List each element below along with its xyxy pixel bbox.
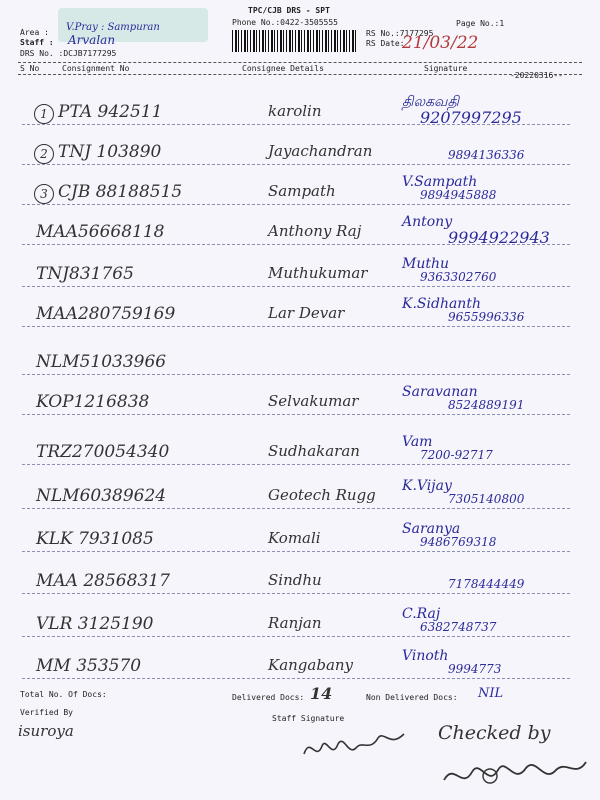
staff-label: Staff : bbox=[20, 38, 54, 47]
run-code: -20220316-- bbox=[510, 71, 563, 80]
consignee-name: Sudhakaran bbox=[268, 442, 360, 460]
consignee-name: Kangabany bbox=[268, 656, 354, 674]
consignee-name: Ranjan bbox=[268, 614, 322, 632]
document-title: TPC/CJB DRS - SPT bbox=[248, 6, 330, 15]
consignee-name: Selvakumar bbox=[268, 392, 359, 410]
recipient-signature: Saravanan bbox=[402, 384, 478, 400]
recipient-phone: 9486769318 bbox=[420, 535, 497, 549]
col-s-no: S No bbox=[20, 64, 40, 73]
checked-by-text: Checked by bbox=[438, 722, 551, 744]
recipient-phone: 9655996336 bbox=[448, 310, 525, 324]
rs-date-value: 21/03/22 bbox=[402, 33, 479, 53]
recipient-signature: திலகவதி bbox=[402, 94, 459, 110]
checker-signature bbox=[440, 750, 590, 795]
header-rule bbox=[18, 62, 582, 63]
recipient-phone: 9894945888 bbox=[420, 188, 497, 202]
col-signature: Signature bbox=[424, 64, 468, 73]
area-value: V.Pray : Sampuran bbox=[66, 22, 160, 33]
consignee-name: karolin bbox=[268, 102, 322, 120]
serial-number: 2 bbox=[34, 144, 54, 164]
consignment-number: KLK 7931085 bbox=[36, 529, 154, 549]
consignment-number: NLM51033966 bbox=[36, 352, 167, 372]
consignee-name: Sampath bbox=[268, 182, 336, 200]
phone-number: Phone No.:0422-3505555 bbox=[232, 18, 338, 27]
total-docs-label: Total No. Of Docs: bbox=[20, 690, 107, 699]
recipient-phone: 9994773 bbox=[448, 662, 502, 676]
recipient-signature: K.Sidhanth bbox=[402, 296, 481, 312]
row-divider bbox=[22, 286, 570, 287]
staff-signature bbox=[300, 726, 410, 766]
delivered-docs-value: 14 bbox=[310, 684, 333, 703]
recipient-signature: Vinoth bbox=[402, 648, 449, 664]
row-divider bbox=[22, 464, 570, 465]
rs-date-label: RS Date: bbox=[366, 39, 405, 48]
row-divider bbox=[22, 508, 570, 509]
consignee-name: Anthony Raj bbox=[268, 222, 362, 240]
consignment-number: MM 353570 bbox=[36, 656, 142, 676]
row-divider bbox=[22, 204, 570, 205]
consignment-number: MAA56668118 bbox=[36, 222, 165, 242]
row-divider bbox=[22, 374, 570, 375]
consignment-number: VLR 3125190 bbox=[36, 614, 154, 634]
recipient-phone: 7305140800 bbox=[448, 492, 525, 506]
drs-number: DRS No. :DCJB7177295 bbox=[20, 49, 117, 58]
verified-by-value: isuroya bbox=[18, 722, 74, 740]
recipient-signature: Saranya bbox=[402, 521, 461, 537]
recipient-signature: V.Sampath bbox=[402, 174, 478, 190]
recipient-signature: K.Vijay bbox=[402, 478, 452, 494]
non-delivered-docs-value: NIL bbox=[478, 686, 504, 701]
recipient-phone: 8524889191 bbox=[448, 398, 525, 412]
consignment-number: MAA 28568317 bbox=[36, 571, 170, 591]
row-divider bbox=[22, 326, 570, 327]
recipient-phone: 7200-92717 bbox=[420, 448, 493, 462]
serial-number: 1 bbox=[34, 104, 54, 124]
consignment-number: TNJ 103890 bbox=[58, 142, 162, 162]
row-divider bbox=[22, 164, 570, 165]
consignment-number: MAA280759169 bbox=[36, 304, 176, 324]
consignee-name: Lar Devar bbox=[268, 304, 345, 322]
recipient-phone: 9207997295 bbox=[420, 108, 522, 127]
recipient-signature: Muthu bbox=[402, 256, 450, 272]
staff-value: Arvalan bbox=[68, 33, 116, 47]
consignee-name: Jayachandran bbox=[268, 142, 373, 160]
col-consignment: Consignment No bbox=[62, 64, 130, 73]
recipient-phone: 9363302760 bbox=[420, 270, 497, 284]
consignee-name: Geotech Rugg bbox=[268, 486, 376, 504]
consignment-number: CJB 88188515 bbox=[58, 182, 183, 202]
consignee-name: Muthukumar bbox=[268, 264, 368, 282]
consignment-number: TRZ270054340 bbox=[36, 442, 170, 462]
consignment-number: NLM60389624 bbox=[36, 486, 167, 506]
consignee-name: Komali bbox=[268, 529, 321, 547]
col-consignee: Consignee Details bbox=[242, 64, 324, 73]
row-divider bbox=[22, 414, 570, 415]
recipient-phone: 9894136336 bbox=[448, 148, 525, 162]
consignee-name: Sindhu bbox=[268, 571, 322, 589]
recipient-signature: Antony bbox=[402, 214, 453, 230]
area-label: Area : bbox=[20, 28, 49, 37]
recipient-signature: Vam bbox=[402, 434, 433, 450]
row-divider bbox=[22, 678, 570, 679]
row-divider bbox=[22, 551, 570, 552]
consignment-number: KOP1216838 bbox=[36, 392, 150, 412]
recipient-phone: 9994922943 bbox=[448, 228, 550, 247]
consignment-number: TNJ831765 bbox=[36, 264, 134, 284]
barcode bbox=[232, 30, 356, 52]
verified-by-label: Verified By bbox=[20, 708, 73, 717]
recipient-phone: 6382748737 bbox=[420, 620, 497, 634]
row-divider bbox=[22, 593, 570, 594]
non-delivered-docs-label: Non Delivered Docs: bbox=[366, 693, 458, 702]
recipient-phone: 7178444449 bbox=[448, 577, 525, 591]
staff-signature-label: Staff Signature bbox=[272, 714, 345, 723]
consignment-number: PTA 942511 bbox=[58, 102, 163, 122]
header-rule-bottom bbox=[18, 74, 582, 75]
row-divider bbox=[22, 636, 570, 637]
serial-number: 3 bbox=[34, 184, 54, 204]
page-number: Page No.:1 bbox=[456, 19, 505, 28]
rs-number: RS No.:7177295 bbox=[366, 29, 434, 38]
delivered-docs-label: Delivered Docs: bbox=[232, 693, 305, 702]
recipient-signature: C.Raj bbox=[402, 606, 441, 622]
